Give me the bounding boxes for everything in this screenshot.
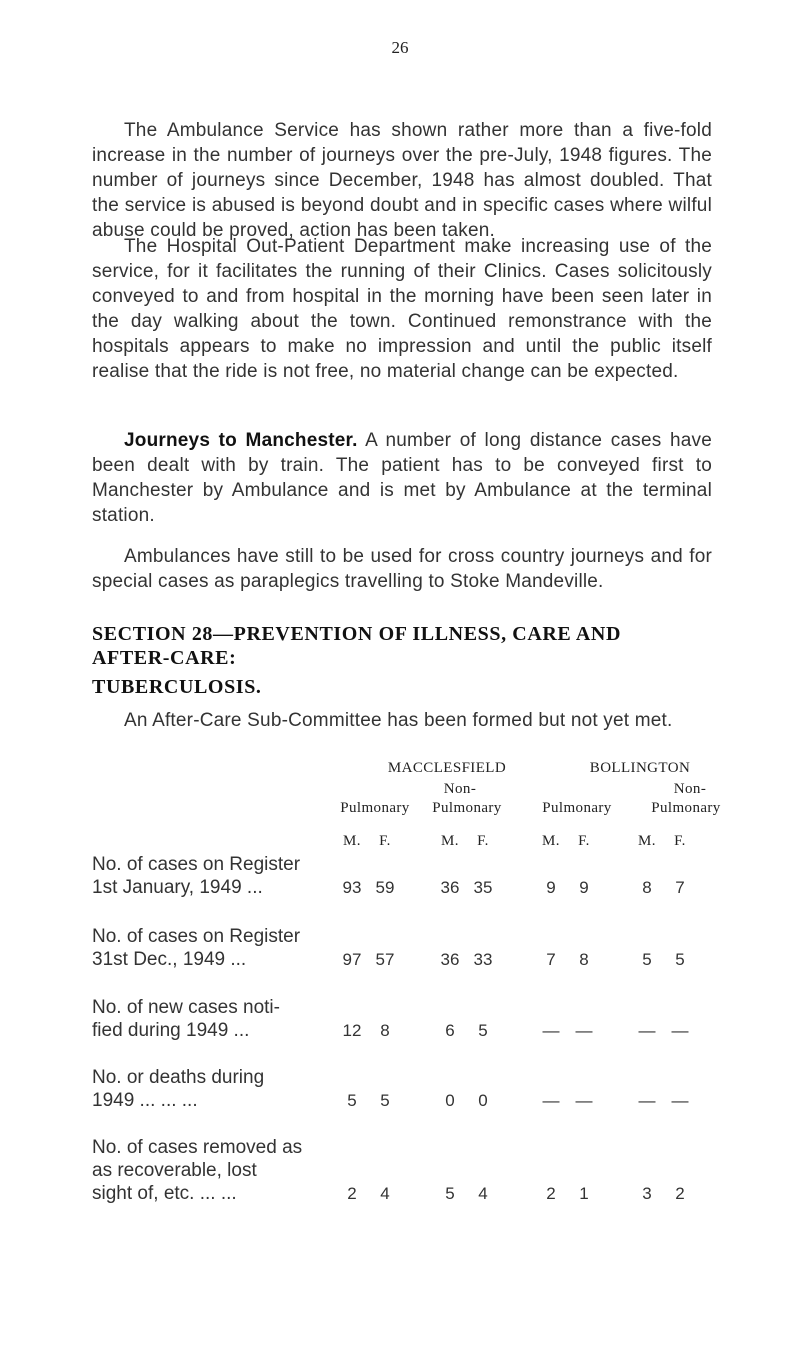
header-bollington: BOLLINGTON xyxy=(589,760,691,776)
sex-header: M. xyxy=(542,833,560,849)
sex-header: F. xyxy=(379,833,391,849)
table-cell: — xyxy=(575,1021,593,1040)
table-cell: 8 xyxy=(579,950,589,969)
journeys-manchester-heading: Journeys to Manchester. xyxy=(124,430,358,451)
sex-header: M. xyxy=(343,833,361,849)
sex-header: F. xyxy=(477,833,489,849)
header-bol-non-pulmonary: Pulmonary xyxy=(651,800,721,816)
header-bol-non: Non- xyxy=(673,781,707,797)
table-cell: 2 xyxy=(347,1184,357,1203)
journeys-manchester-text: A number of long distance cases have been dealt with by train. The patient has to be conveyed first to Manchester by Ambulance and is met by Ambulance at the terminal station. xyxy=(92,430,712,526)
table-cell: 2 xyxy=(546,1184,556,1203)
table-cell: 7 xyxy=(675,878,685,897)
table-cell: 57 xyxy=(375,950,395,969)
section-heading-line1: SECTION 28—PREVENTION OF ILLNESS, CARE AND xyxy=(92,623,621,645)
header-bol-pulmonary: Pulmonary xyxy=(542,800,612,816)
table-cell: 5 xyxy=(642,950,652,969)
table-cell: — xyxy=(671,1091,689,1110)
table-cell: 5 xyxy=(675,950,685,969)
section-heading xyxy=(92,622,722,670)
paragraph-cross-country: Ambulances have still to be used for cross country journeys and for special cases as paraplegics travelling to Stoke Mandeville. xyxy=(92,546,712,592)
table-cell: 5 xyxy=(478,1021,488,1040)
table-cell: 5 xyxy=(347,1091,357,1110)
table-cell: 12 xyxy=(342,1021,362,1040)
table-cell: 35 xyxy=(473,878,493,897)
header-mac-non: Non- xyxy=(443,781,477,797)
sex-header: M. xyxy=(441,833,459,849)
table-cell: 1 xyxy=(579,1184,589,1203)
section-subheading: TUBERCULOSIS. xyxy=(92,676,262,698)
table-cell: 36 xyxy=(440,950,460,969)
table-cell: 97 xyxy=(342,950,362,969)
table-cell: 4 xyxy=(478,1184,488,1203)
paragraph-hospital-outpatient: The Hospital Out-Patient Department make increasing use of the service, for it facilitates the running of their Clinics. Cases solicitously conveyed to and from hospital in the morning have been seen later in the day walking about the town. Continued remonstrance with the hospitals appears to make no impression and until the public itself realise that the ride is not free, no material change can be expected. xyxy=(92,236,712,382)
page-number: 26 xyxy=(391,38,409,57)
row-label: No. of cases on Register 1st January, 1949 ... xyxy=(92,854,301,898)
paragraph-journeys-manchester xyxy=(92,428,712,528)
sex-header: F. xyxy=(674,833,686,849)
table-cell: 59 xyxy=(375,878,395,897)
section-heading-line2: AFTER-CARE: xyxy=(92,647,237,669)
table-cell: 9 xyxy=(579,878,589,897)
table-cell: — xyxy=(542,1021,560,1040)
table-cell: 8 xyxy=(380,1021,390,1040)
table-cell: — xyxy=(542,1091,560,1110)
table-cell: 9 xyxy=(546,878,556,897)
row-label: No. or deaths during 1949 ... ... ... xyxy=(92,1067,265,1111)
table-cell: 0 xyxy=(445,1091,455,1110)
table-cell: 6 xyxy=(445,1021,455,1040)
sex-header: F. xyxy=(578,833,590,849)
table-cell: 93 xyxy=(342,878,362,897)
table-cell: 2 xyxy=(675,1184,685,1203)
table-cell: — xyxy=(638,1091,656,1110)
table-cell: 3 xyxy=(642,1184,652,1203)
table-cell: 36 xyxy=(440,878,460,897)
header-mac-pulmonary: Pulmonary xyxy=(340,800,410,816)
table-cell: — xyxy=(575,1091,593,1110)
table-cell: 8 xyxy=(642,878,652,897)
table-cell: 33 xyxy=(473,950,493,969)
table-cell: 5 xyxy=(445,1184,455,1203)
row-label: No. of new cases noti- fied during 1949 ... xyxy=(92,997,280,1041)
header-macclesfield: MACCLESFIELD xyxy=(387,760,507,776)
sex-header: M. xyxy=(638,833,656,849)
row-label: No. of cases on Register 31st Dec., 1949 ... xyxy=(92,926,301,970)
table-cell: — xyxy=(638,1021,656,1040)
header-mac-non-pulmonary: Pulmonary xyxy=(432,800,502,816)
table-cell: 0 xyxy=(478,1091,488,1110)
table-cell: 5 xyxy=(380,1091,390,1110)
table-cell: 4 xyxy=(380,1184,390,1203)
paragraph-after-care: An After-Care Sub-Committee has been formed but not yet met. xyxy=(124,710,673,731)
paragraph-ambulance-service: The Ambulance Service has shown rather more than a five-fold increase in the number of journeys over the pre-July, 1948 figures. The number of journeys since December, 1948 has almost doubled. That the service is abused is beyond doubt and in specific cases where wilful abuse could be proved, action has been taken. xyxy=(92,120,712,241)
table-cell: — xyxy=(671,1021,689,1040)
row-label: No. of cases removed as as recoverable, lost sight of, etc. ... ... xyxy=(92,1137,303,1204)
table-cell: 7 xyxy=(546,950,556,969)
